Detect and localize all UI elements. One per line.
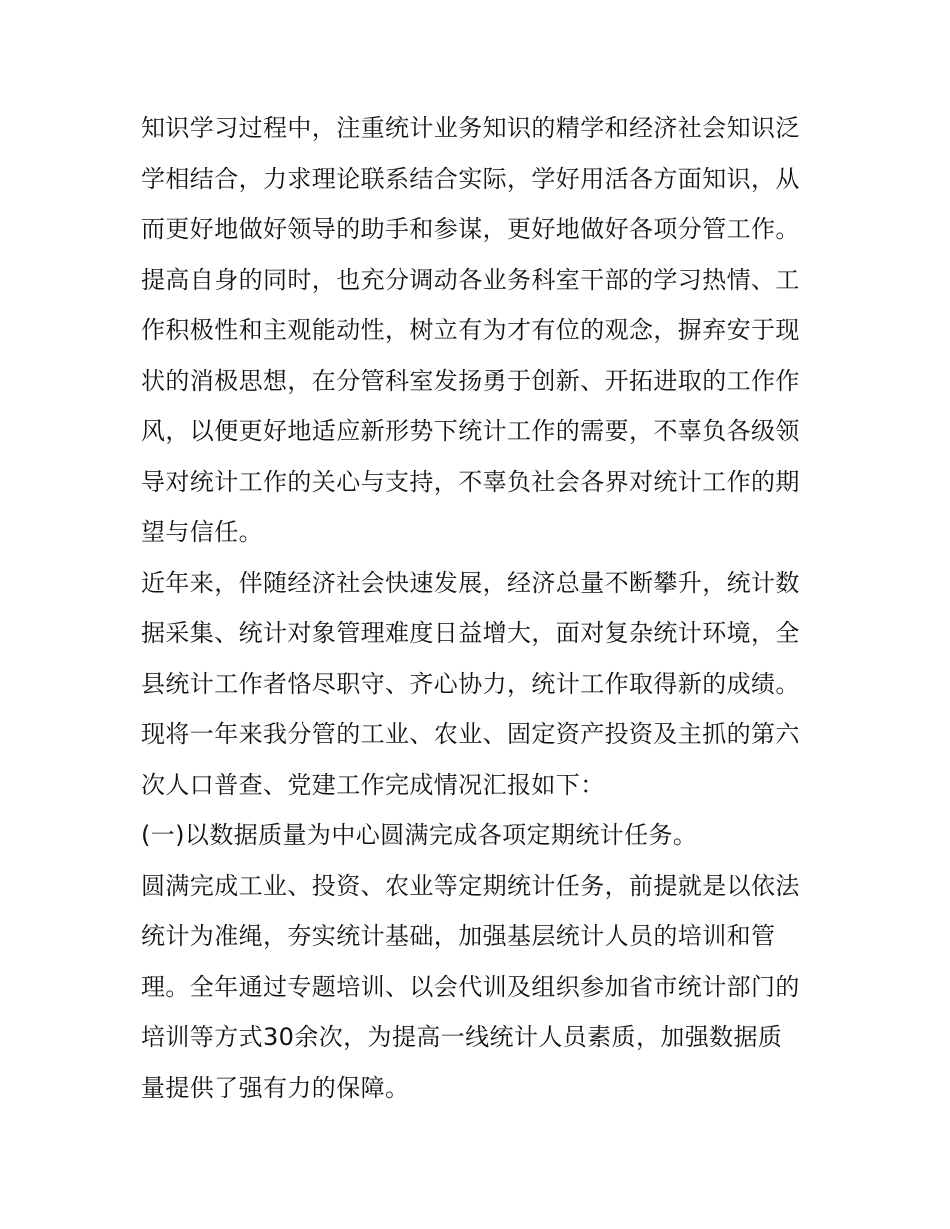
text-line: 培训等方式30余次，为提高一线统计人员素质，加强数据质 <box>141 1023 783 1051</box>
text-line: 导对统计工作的关心与支持，不辜负社会各界对统计工作的期 <box>141 467 800 496</box>
text-line: 知识学习过程中，注重统计业务知识的精学和经济社会知识泛 <box>141 114 800 142</box>
section-heading: (一)以数据质量为中心圆满完成各项定期统计任务。 <box>141 821 698 849</box>
text-line: 近年来，伴随经济社会快速发展，经济总量不断攀升，统计数 <box>141 568 800 597</box>
text-line: 望与信任。 <box>141 518 263 546</box>
text-line: 据采集、统计对象管理难度日益增大，面对复杂统计环境，全 <box>141 619 800 647</box>
text-line: 圆满完成工业、投资、农业等定期统计任务，前提就是以依法 <box>141 871 800 900</box>
text-line: 状的消极思想，在分管科室发扬勇于创新、开拓进取的工作作 <box>141 366 800 395</box>
text-line: 统计为准绳，夯实统计基础，加强基层统计人员的培训和管 <box>141 922 776 950</box>
text-line: 县统计工作者恪尽职守、齐心协力，统计工作取得新的成绩。 <box>141 669 800 698</box>
text-line: 作积极性和主观能动性，树立有为才有位的观念，摒弃安于现 <box>141 316 800 344</box>
text-line: 现将一年来我分管的工业、农业、固定资产投资及主抓的第六 <box>141 720 800 748</box>
document-body <box>141 103 821 1113</box>
text-line: 理。全年通过专题培训、以会代训及组织参加省市统计部门的 <box>141 972 800 1001</box>
text-line: 而更好地做好领导的助手和参谋，更好地做好各项分管工作。 <box>141 215 800 243</box>
text-line: 提高自身的同时，也充分调动各业务科室干部的学习热情、工 <box>141 265 800 294</box>
text-line: 学相结合，力求理论联系结合实际，学好用活各方面知识，从 <box>141 164 800 193</box>
text-line: 次人口普查、党建工作完成情况汇报如下： <box>141 770 605 799</box>
text-line: 量提供了强有力的保障。 <box>141 1073 410 1102</box>
text-line: 风，以便更好地适应新形势下统计工作的需要，不辜负各级领 <box>141 417 800 445</box>
